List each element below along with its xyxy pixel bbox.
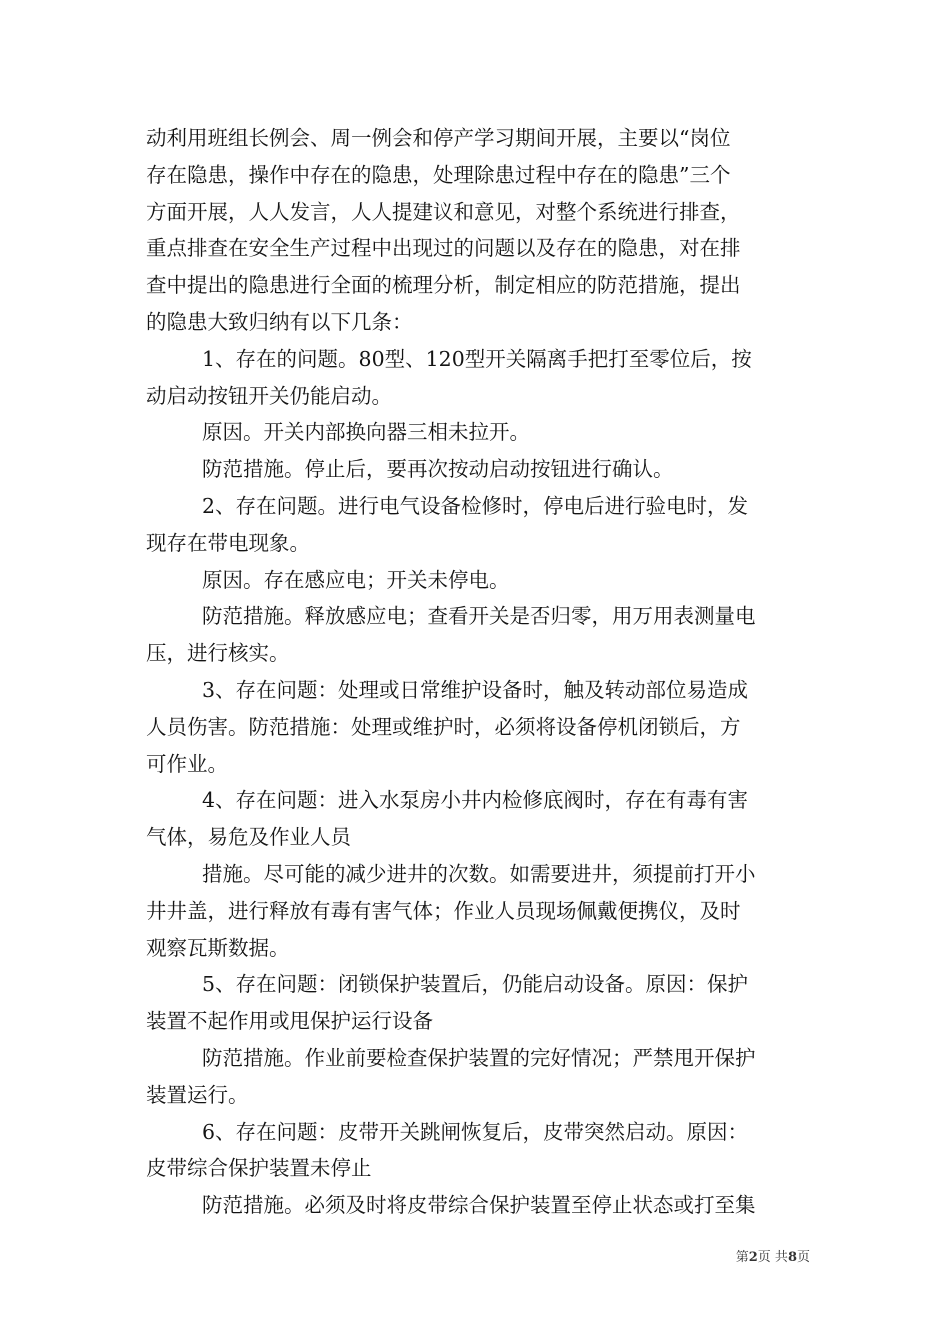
text-line: 气体，易危及作业人员	[146, 825, 351, 850]
text-line: 原因。存在感应电；开关未停电。	[202, 567, 510, 592]
text-line: 压，进行核实。	[146, 641, 290, 666]
text-line: 现存在带电现象。	[146, 530, 310, 555]
footer-prefix: 第	[735, 1250, 749, 1265]
text-line: 6、存在问题：皮带开关跳闸恢复后，皮带突然启动。原因：	[202, 1119, 749, 1144]
text-line: 3、存在问题：处理或日常维护设备时，触及转动部位易造成	[202, 677, 749, 702]
text-line: 井井盖，进行释放有毒有害气体；作业人员现场佩戴便携仪，及时	[146, 898, 741, 923]
text-line: 观察瓦斯数据。	[146, 935, 290, 960]
text-line: 可作业。	[146, 751, 228, 776]
text-line: 查中提出的隐患进行全面的梳理分析，制定相应的防范措施，提出	[146, 273, 741, 298]
footer-middle: 页 共	[757, 1250, 788, 1265]
text-line: 防范措施。必须及时将皮带综合保护装置至停止状态或打至集	[202, 1193, 756, 1218]
text-line: 措施。尽可能的减少进井的次数。如需要进井，须提前打开小	[202, 861, 756, 886]
text-line: 1、存在的问题。80型、120型开关隔离手把打至零位后，按	[202, 346, 752, 371]
text-line: 皮带综合保护装置未停止	[146, 1156, 372, 1181]
text-line: 的隐患大致归纳有以下几条：	[146, 309, 413, 334]
text-line: 原因。开关内部换向器三相未拉开。	[202, 420, 530, 445]
body-text	[146, 120, 812, 1224]
text-line: 存在隐患，操作中存在的隐患，处理除患过程中存在的隐患”三个	[146, 162, 731, 187]
text-line: 2、存在问题。进行电气设备检修时，停电后进行验电时，发	[202, 493, 749, 518]
total-pages-number: 8	[787, 1250, 797, 1265]
text-line: 人员伤害。防范措施：处理或维护时，必须将设备停机闭锁后，方	[146, 714, 741, 739]
text-line: 防范措施。释放感应电；查看开关是否归零，用万用表测量电	[202, 604, 756, 629]
text-line: 方面开展，人人发言，人人提建议和意见，对整个系统进行排查，	[146, 199, 741, 224]
text-line: 装置运行。	[146, 1082, 249, 1107]
text-line: 5、存在问题：闭锁保护装置后，仍能启动设备。原因：保护	[202, 972, 749, 997]
text-line: 4、存在问题：进入水泵房小井内检修底阀时，存在有毒有害	[202, 788, 749, 813]
current-page-number: 2	[748, 1250, 758, 1265]
text-line: 动利用班组长例会、周一例会和停产学习期间开展，主要以“岗位	[146, 126, 731, 150]
page-number-footer	[690, 1246, 810, 1265]
text-line: 动启动按钮开关仍能启动。	[146, 383, 392, 408]
text-line: 防范措施。作业前要检查保护装置的完好情况；严禁甩开保护	[202, 1045, 756, 1070]
text-line: 重点排查在安全生产过程中出现过的问题以及存在的隐患，对在排	[146, 236, 741, 261]
text-line: 装置不起作用或甩保护运行设备	[146, 1009, 433, 1034]
text-line: 防范措施。停止后，要再次按动启动按钮进行确认。	[202, 457, 674, 482]
footer-suffix: 页	[796, 1250, 810, 1265]
